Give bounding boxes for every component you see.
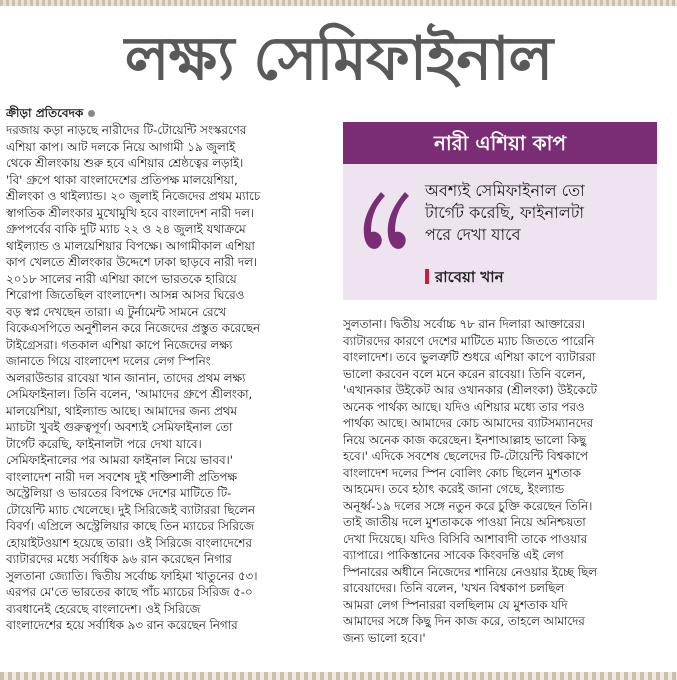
- text-line: ২০১৮ সালের নারী এশিয়া কাপে ভারতকে হারিয়ে: [6, 271, 237, 286]
- author-marker-bar: [425, 269, 429, 284]
- text-line: বিকেএসপিতে অনুশীলন করে নিজেদের প্রস্তুত করেছেন: [6, 321, 261, 335]
- text-line: আহমেদ। তবে হঠাৎ করেই জানা গেছে, ইংল্যান্ড: [343, 482, 565, 496]
- text-line: অলরাউন্ডার রাবেয়া খান জানান, তাদের প্রথম লক্ষ্য: [6, 370, 246, 385]
- text-line: অনেক পার্থক্য আছে। যদিও এশিয়ার মধ্যে তার পরও: [343, 399, 585, 414]
- text-line: তাই জাতীয় দলে মুশতাককে পাওয়া নিয়ে অনিশ্চয়তা: [343, 515, 586, 529]
- text-line: 'এখানকার উইকেট আর ওখানকার (শ্রীলংকা) উইকেটে: [343, 383, 597, 397]
- text-line: শিরোপা জিতেছিল বাংলাদেশ। আসন্ন আসর ঘিরেও: [6, 288, 245, 302]
- text-line: পার্থক্য আছে। আমাদের কোচ আমাদের ব্যাটসম্যানদের: [343, 416, 593, 430]
- text-line: শ্রীলংকা ও থাইল্যান্ড। ২০ জুলাই নিজেদের প্রথম ম্যাচে: [6, 189, 261, 203]
- article-left-column: [6, 122, 334, 670]
- text-line: থেকে শ্রীলংকায় শুরু হবে এশিয়ার শ্রেষ্ঠত্বের লড়াই।: [6, 156, 244, 170]
- text-line: সুলতানা জ্যোতি। দ্বিতীয় সর্বোচ্চ ফাহিমা খাতুনের ৫৩।: [6, 568, 258, 583]
- text-line: মালয়েশিয়া, থাইল্যান্ড আছে। আমাদের জন্য প্রথম: [6, 403, 237, 418]
- text-line: আমরা লেগ স্পিনাররা বলছিলাম যে মুশতাক যদি: [343, 597, 568, 612]
- headline: লক্ষ্য সেমিফাইনাল: [124, 24, 553, 94]
- byline-text: ক্রীড়া প্রতিবেদক: [6, 106, 84, 120]
- pull-quote-line: পরে দেখা যাবে: [425, 225, 521, 244]
- text-line: বিবর্ণ। এপ্রিলে অস্ট্রেলিয়ার কাছে তিন ম্যাচের সিরিজে: [6, 519, 255, 533]
- text-line: স্বাগতিক শ্রীলংকার মুখোমুখি হবে বাংলাদেশ নারী দল।: [6, 205, 254, 220]
- text-line: আমাদের সঙ্গে কিছু দিন কাজ করে, তাহলে আমাদের: [343, 614, 585, 628]
- text-line: বাংলাদেশ। তবে ভুলত্রুটি শুধরে এশিয়া কাপে ব্যাটাররা: [343, 350, 596, 364]
- text-line: হবে।' এদিকে সবশেষ ছেলেদের টি-টোয়েন্টি বিশ্বকাপে: [343, 449, 588, 463]
- bottom-border-strip: [0, 672, 677, 680]
- quote-box: [343, 122, 657, 300]
- text-line: দরজায় কড়া নাড়ছে নারীদের টি-টোয়েন্টি সংস্করণের: [6, 123, 247, 137]
- text-line: বড় স্বপ্ন দেখছেন তারা। এ টুর্নামেন্ট সামনে রেখে: [6, 304, 226, 319]
- quote-box-header: নারী এশিয়া কাপ: [343, 122, 657, 164]
- text-line: বাংলাদেশ দলের স্পিন বোলিং কোচ ছিলেন মুশতাক: [343, 465, 581, 480]
- top-border-strip: [0, 0, 677, 6]
- text-line: দেখা দিয়েছে। যদিও বিসিবি আশাবাদী তাকে পাওয়ার: [343, 531, 588, 546]
- text-line: সুলতানা। দ্বিতীয় সর্বোচ্চ ৭৮ রান দিলারা আক্তারের।: [343, 317, 586, 331]
- pull-quote-line: টার্গেট করেছি, ফাইনালটা: [425, 203, 585, 222]
- text-line: ব্যাটারদের মধ্যে সর্বাধিক ৯৬ রান করেছেন নিগার: [6, 552, 232, 566]
- text-line: এশিয়া কাপ। আট দলকে নিয়ে আগামী ১৯ জুলাই: [6, 139, 236, 154]
- quotation-mark-icon: [359, 188, 415, 268]
- text-line: 'বি' গ্রুপে থাকা বাংলাদেশের প্রতিপক্ষ মালয়েশিয়া,: [6, 172, 238, 187]
- text-line: থাইল্যান্ড ও মালয়েশিয়ার বিপক্ষে। আগামীকাল এশিয়া: [6, 238, 255, 253]
- text-line: টাইগ্রেসরা। গতকাল এশিয়া কাপে নিজেদের লক্ষ্য: [6, 337, 233, 352]
- quote-author-name: রাবেয়া খান: [435, 268, 504, 286]
- text-line: হোয়াইটওয়াশ হয়েছে তারা। ওই সিরিজে বাংলাদেশের: [6, 535, 252, 550]
- text-line: জানাতে গিয়ে বাংলাদেশ দলের লেগ স্পিনিং: [6, 354, 211, 368]
- text-line: সেমিফাইনাল। তিনি বলেন, 'আমাদের গ্রুপে শ্রীলংকা,: [6, 387, 253, 401]
- text-line: বাংলাদেশের হয়ে সর্বাধিক ৯৩ রান করেছেন নিগার: [6, 618, 238, 632]
- text-line: ব্যবধানেই হেরেছে বাংলাদেশ। ওই সিরিজে: [6, 601, 201, 616]
- text-line: ব্যাপারে। পাকিস্তানের সাবেক কিংবদন্তি এই লেগ: [343, 548, 564, 562]
- text-line: কাপ খেলতে শ্রীলংকার উদ্দেশে ঢাকা ছাড়বে নারী দল।: [6, 255, 258, 269]
- pull-quote-line: অবশ্যই সেমিফাইনাল তো: [425, 181, 585, 200]
- bullet-icon: [88, 110, 95, 117]
- text-line: ব্যাটারদের কারণে দেশের মাটিতে ম্যাচ জিততে পারেনি: [343, 333, 595, 348]
- text-line: গ্রুপপর্বের বাকি দুটি ম্যাচ ২২ ও ২৪ জুলাই যথাক্রমে: [6, 222, 246, 236]
- text-line: সেমিফাইনালের পর আমরা ফাইনাল নিয়ে ভাবব।': [6, 453, 233, 467]
- text-line: স্পিনারের অধীনে নিজেদের শানিয়ে নেওয়ার ইচ্ছে ছিল: [343, 564, 597, 579]
- text-line: ভালো করবেন বলে মনে করেন রাবেয়া। তিনি বলেন,: [343, 366, 586, 381]
- article-right-column: [343, 316, 669, 672]
- text-line: নিয়ে অনেক কাজ করেছেন। ইনশাআল্লাহ ভালো কিছু: [343, 432, 587, 447]
- text-line: অস্ট্রেলিয়া ও ভারতের বিপক্ষে দেশের মাটিতে টি-: [6, 486, 232, 500]
- quote-author: [425, 266, 504, 291]
- text-line: টার্গেট করেছি, ফাইনালটা পরে দেখা যাবে।: [6, 436, 202, 451]
- text-line: অনূর্ধ্ব-১৯ দলের সঙ্গে নতুন করে চুক্তি করেছেন তিনি।: [343, 498, 593, 513]
- text-line: এরপর মে'তে ভারতের কাছে পাঁচ ম্যাচের সিরিজ ৫-০: [6, 585, 253, 599]
- text-line: টোয়েন্টি ম্যাচ খেলেছে। দুই সিরিজেই ব্যাটাররা ছিলেন: [6, 502, 255, 517]
- pull-quote: [425, 180, 651, 246]
- text-line: জন্য ভালো হবে।': [343, 630, 426, 645]
- text-line: বাংলাদেশ নারী দল সবশেষ দুই শক্তিশালী প্রতিপক্ষ: [6, 469, 237, 484]
- text-line: রাবেয়াদের। তিনি বলেন, 'যখন বিশ্বকাপ চলছিল: [343, 581, 565, 595]
- text-line: ম্যাচটা খুবই গুরুত্বপূর্ণ। অবশ্যই সেমিফাইনাল তো: [6, 420, 233, 434]
